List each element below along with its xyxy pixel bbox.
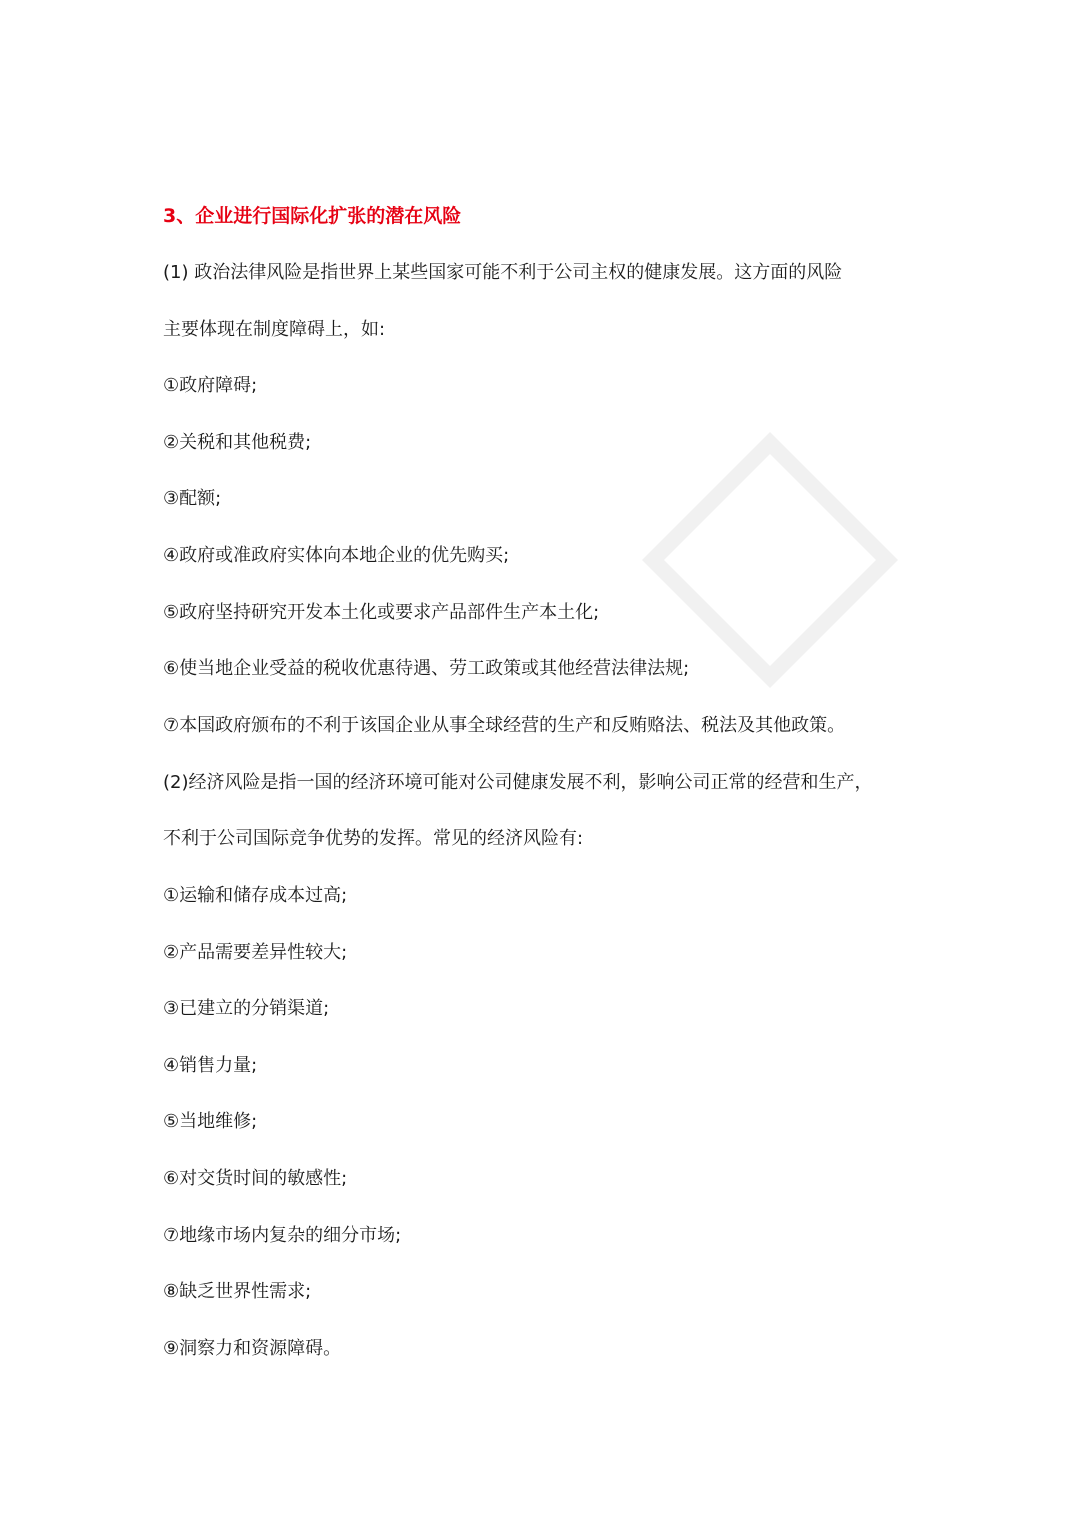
political-item: ④政府或准政府实体向本地企业的优先购买; (163, 545, 510, 566)
economic-item: ①运输和储存成本过高; (163, 885, 348, 906)
political-item: ⑦本国政府颁布的不利于该国企业从事全球经营的生产和反贿赂法、税法及其他政策。 (163, 715, 846, 736)
section-heading: 3、企业进行国际化扩张的潜在风险 (163, 205, 462, 227)
economic-item: ②产品需要差异性较大; (163, 942, 348, 963)
economic-item: ⑨洞察力和资源障碍。 (163, 1338, 342, 1359)
political-item: ①政府障碍; (163, 375, 258, 396)
economic-item: ⑥对交货时间的敏感性; (163, 1168, 348, 1189)
economic-item: ③已建立的分销渠道; (163, 998, 330, 1019)
economic-item: ⑤当地维修; (163, 1111, 258, 1132)
political-item: ⑥使当地企业受益的税收优惠待遇、劳工政策或其他经营法律法规; (163, 658, 690, 679)
watermark-icon (640, 430, 900, 690)
economic-item: ⑧缺乏世界性需求; (163, 1281, 312, 1302)
political-intro-line-1: (1) 政治法律风险是指世界上某些国家可能不利于公司主权的健康发展。这方面的风险 (163, 262, 843, 283)
economic-item: ⑦地缘市场内复杂的细分市场; (163, 1225, 402, 1246)
economic-intro-line-1: (2)经济风险是指一国的经济环境可能对公司健康发展不利，影响公司正常的经营和生产， (163, 772, 873, 793)
economic-item: ④销售力量; (163, 1055, 258, 1076)
political-item: ③配额; (163, 488, 222, 509)
political-intro-line-2: 主要体现在制度障碍上，如: (163, 319, 386, 340)
political-item: ⑤政府坚持研究开发本土化或要求产品部件生产本土化; (163, 602, 600, 623)
economic-intro-line-2: 不利于公司国际竞争优势的发挥。常见的经济风险有: (163, 828, 584, 849)
political-item: ②关税和其他税费; (163, 432, 312, 453)
